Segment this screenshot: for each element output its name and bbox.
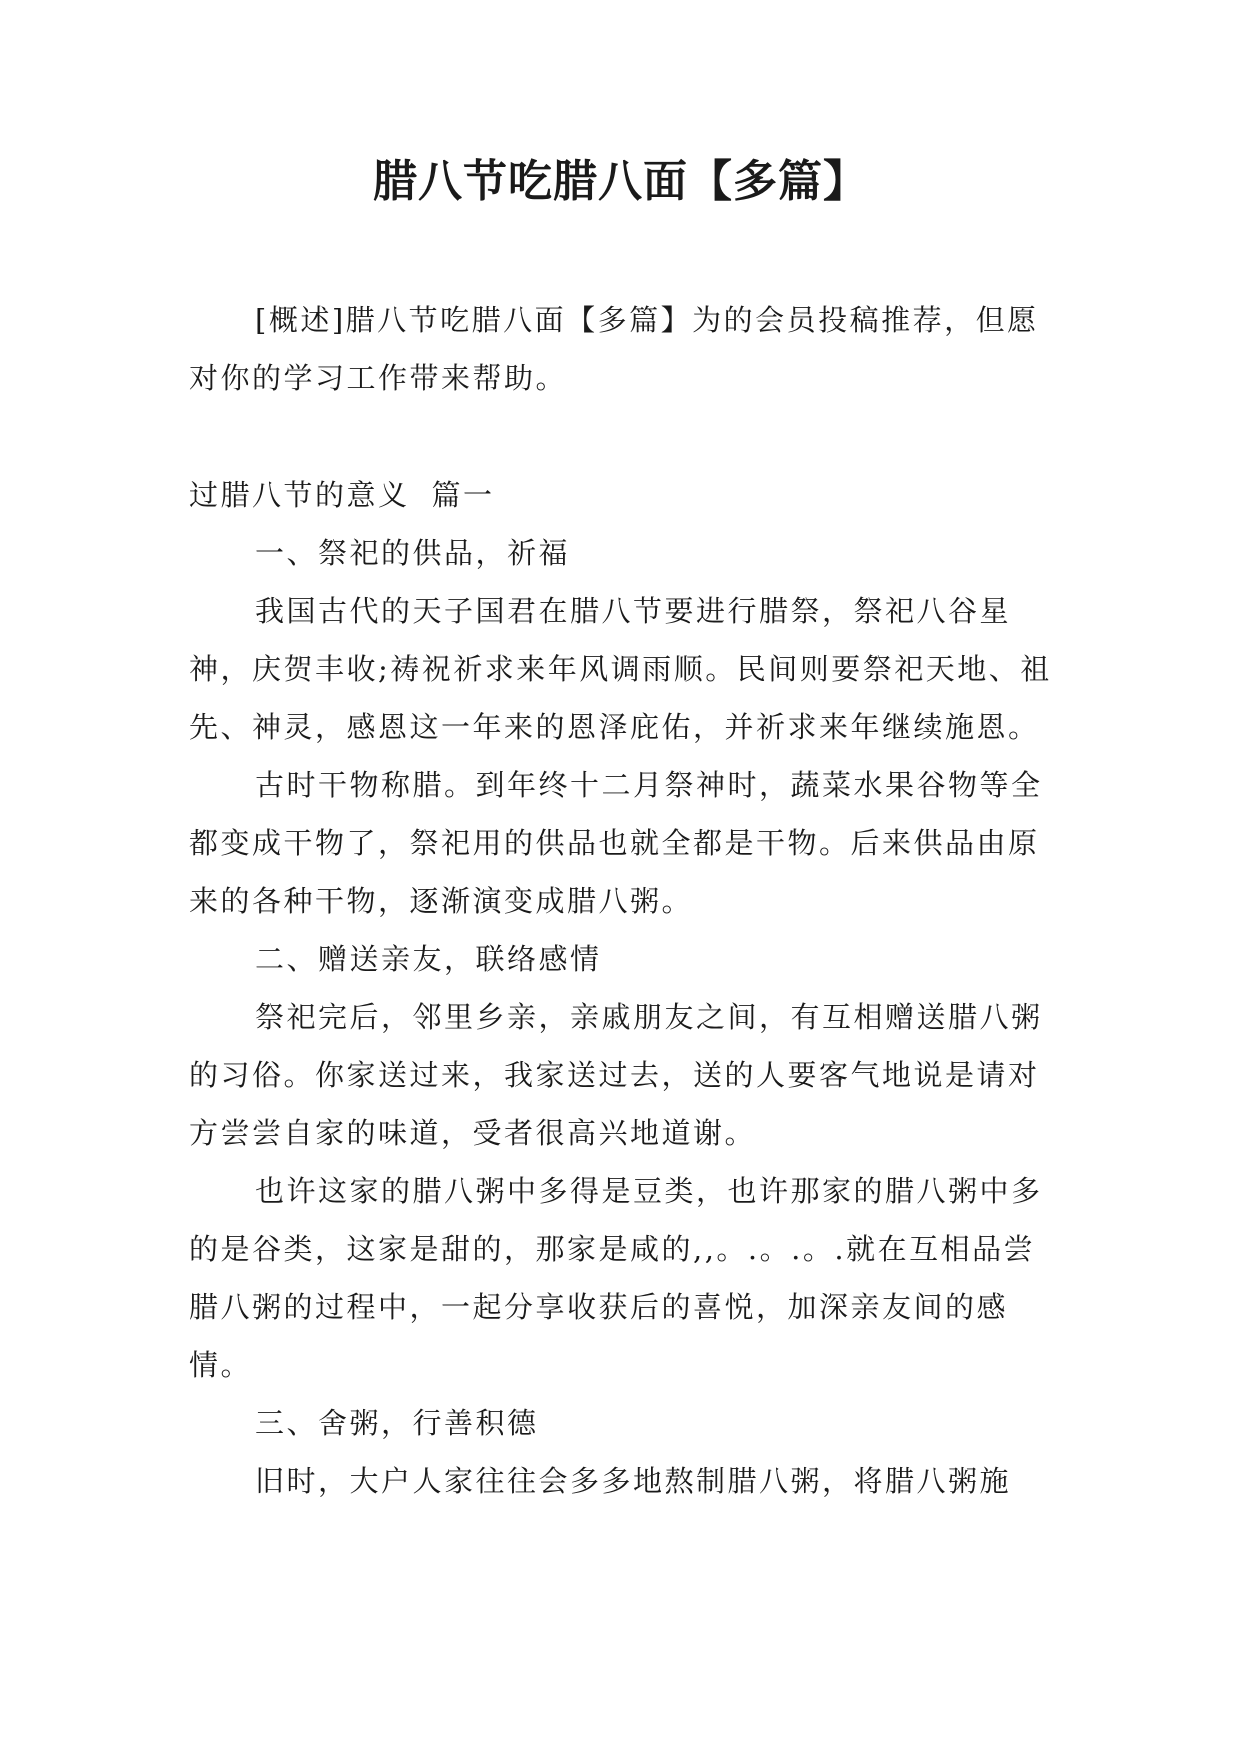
paragraph: 旧时，大户人家往往会多多地熬制腊八粥，将腊八粥施	[255, 1464, 1012, 1498]
document-content	[189, 466, 1053, 1510]
paragraph: 古时干物称腊。到年终十二月祭神时，蔬菜水果谷物等全都变成干物了，祭祀用的供品也就全都是干物。后来供品由原来的各种干物，逐渐演变成腊八粥。	[189, 768, 1043, 918]
paragraph: 祭祀完后，邻里乡亲，亲戚朋友之间，有互相赠送腊八粥的习俗。你家送过来，我家送过去，送的人要客气地说是请对方尝尝自家的味道，受者很高兴地道谢。	[189, 1000, 1043, 1150]
document-summary: [概述]腊八节吃腊八面【多篇】为的会员投稿推荐，但愿对你的学习工作带来帮助。	[189, 303, 1039, 395]
paragraph: 也许这家的腊八粥中多得是豆类，也许那家的腊八粥中多的是谷类，这家是甜的，那家是咸的,,。.。.。.就在互相品尝腊八粥的过程中，一起分享收获后的喜悦，加深亲友间的感情。	[189, 1174, 1043, 1382]
subheading-2: 二、赠送亲友，联络感情	[255, 942, 602, 976]
section-number: 篇一	[431, 478, 495, 512]
subheading-3: 三、舍粥，行善积德	[255, 1406, 539, 1440]
subheading-1: 一、祭祀的供品，祈福	[255, 536, 571, 570]
paragraph: 我国古代的天子国君在腊八节要进行腊祭，祭祀八谷星神，庆贺丰收;祷祝祈求来年风调雨顺。民间则要祭祀天地、祖先、神灵，感恩这一年来的恩泽庇佑，并祈求来年继续施恩。	[189, 594, 1052, 744]
section-title: 过腊八节的意义	[189, 478, 410, 512]
section-heading	[189, 466, 1053, 524]
document-title: 腊八节吃腊八面【多篇】	[373, 156, 868, 207]
